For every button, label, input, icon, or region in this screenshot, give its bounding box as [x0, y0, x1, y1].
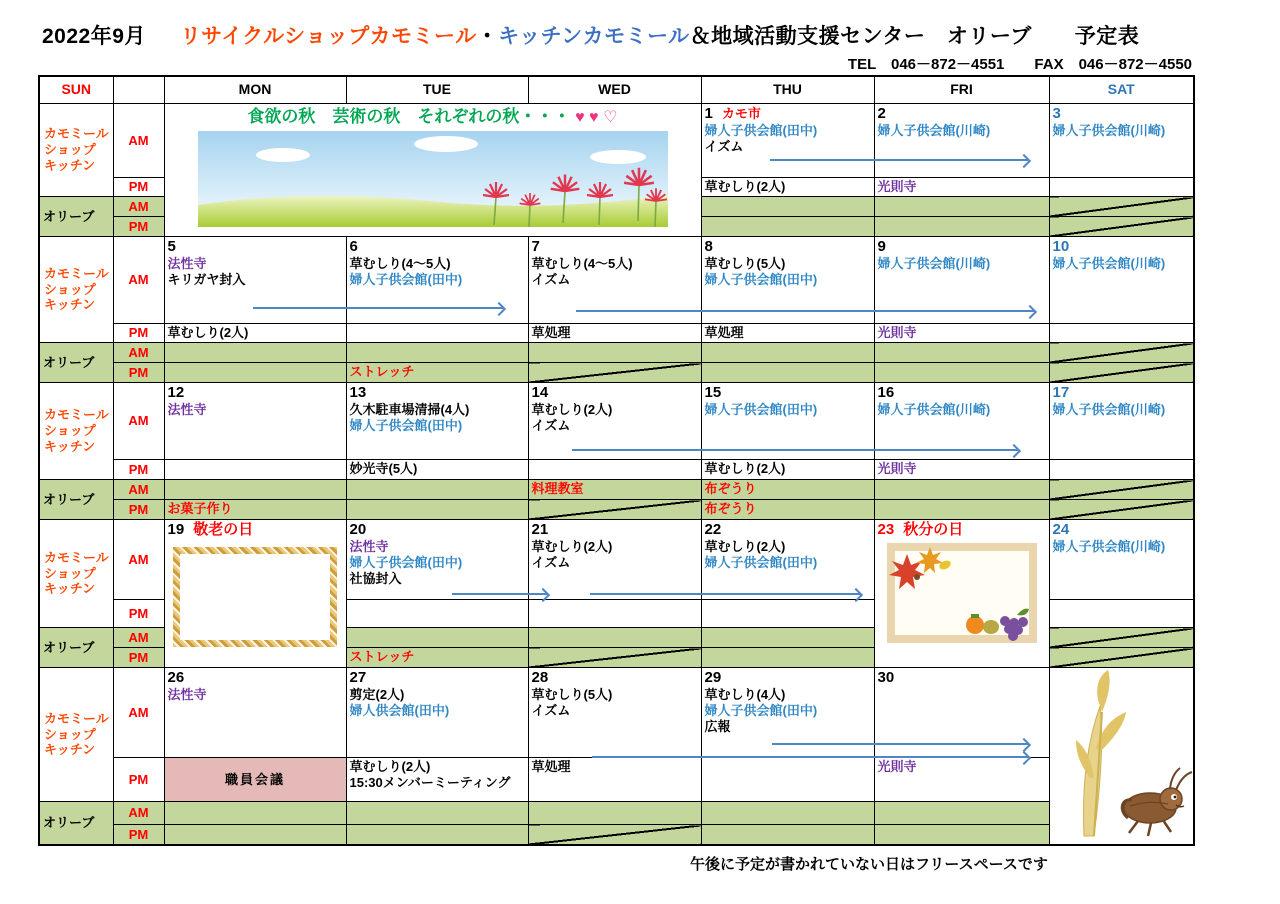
day-cell-16-am: 16 婦人子供会館(川崎)	[874, 383, 1049, 460]
holiday-name: 秋分の日	[903, 521, 964, 538]
event: 15:30メンバーミーティング	[349, 774, 511, 790]
event: 婦人子供会館(川崎)	[1052, 256, 1166, 272]
day-cell-17-pm	[1049, 460, 1194, 480]
weekday-header-row	[39, 76, 1194, 104]
event: 草むしり(4～5人)	[349, 256, 451, 272]
olive-cell	[874, 363, 1049, 383]
olive-cell	[164, 480, 346, 500]
day-cell-5-pm	[164, 324, 346, 343]
page-title: 2022年9月 リサイクルショップカモミール・キッチンカモミール＆地域活動支援センター オリーブ 予定表	[42, 25, 1140, 48]
event: 法性寺	[167, 687, 207, 703]
day-cell-8-pm	[701, 324, 874, 343]
olive-cell-closed	[1049, 217, 1194, 237]
title-month: 2022年9月	[42, 25, 146, 48]
olive-cell	[346, 480, 528, 500]
pm-label: PM	[113, 758, 164, 802]
chamomile-label: カモミール ショップ キッチン	[39, 383, 113, 480]
olive-cell	[701, 825, 874, 845]
event: 草むしり(2人)	[531, 402, 613, 418]
day-cell-26-am: 26 法性寺	[164, 668, 346, 758]
day-cell-28-pm	[528, 758, 701, 802]
heart-open-icon: ♡	[603, 109, 618, 126]
olive-cell	[528, 628, 701, 648]
event: 久木駐車場清掃(4人)	[349, 402, 470, 418]
event: 草むしり(2人)	[704, 461, 786, 476]
day-cell-2-pm	[874, 178, 1049, 197]
continuation-arrow	[253, 307, 503, 309]
olive-label: オリーブ	[39, 628, 113, 668]
olive-cell-closed	[528, 500, 701, 520]
day-cell-15-pm	[701, 460, 874, 480]
header-mon: MON	[164, 76, 346, 104]
chamomile-label: カモミール ショップ キッチン	[39, 668, 113, 802]
olive-event: お菓子作り	[167, 501, 233, 516]
olive-cell-closed	[1049, 648, 1194, 668]
am-label: AM	[113, 802, 164, 825]
day-cell-27-pm	[346, 758, 528, 802]
olive-cell	[346, 802, 528, 825]
event: 婦人子供会館(川崎)	[877, 256, 991, 272]
day-cell-9-am: 9 婦人子供会館(川崎)	[874, 237, 1049, 324]
pm-label: PM	[113, 363, 164, 383]
free-space-note: 午後に予定が書かれていない日はフリースペースです	[690, 856, 1048, 873]
olive-cell	[164, 363, 346, 383]
day-cell-26-pm-staff-meeting: 職員会議	[164, 758, 346, 802]
olive-cell-closed	[1049, 343, 1194, 363]
event: 草むしり(2人)	[704, 539, 786, 555]
schedule-calendar	[38, 75, 1195, 846]
event: 草むしり(4人)	[704, 687, 786, 703]
autumn-fruits-frame-illustration	[887, 543, 1037, 643]
am-label: AM	[113, 520, 164, 600]
event: 婦人子供会館(田中)	[349, 418, 463, 434]
olive-cell	[346, 500, 528, 520]
header-sun: SUN	[39, 76, 113, 104]
event: 草むしり(2人)	[349, 759, 431, 774]
continuation-arrow	[772, 743, 1028, 745]
olive-cell	[874, 197, 1049, 217]
event: 社協封入	[349, 571, 402, 587]
event: 婦人子供会館(田中)	[704, 703, 818, 719]
event: 草むしり(5人)	[704, 256, 786, 272]
event: イズム	[531, 418, 571, 434]
day-cell-14-pm	[528, 460, 701, 480]
event: イズム	[704, 139, 744, 155]
continuation-arrow	[592, 756, 1028, 758]
autumn-banner-text: 食欲の秋 芸術の秋 それぞれの秋・・・ ♥ ♥ ♡	[247, 107, 618, 126]
day-cell-21-pm	[528, 600, 701, 628]
day-number: 2	[877, 105, 886, 122]
autumn-field-illustration	[198, 131, 668, 227]
olive-cell	[346, 343, 528, 363]
olive-cell	[874, 802, 1049, 825]
day-cell-29-pm	[701, 758, 874, 802]
event: 草むしり(4～5人)	[531, 256, 633, 272]
day-cell-27-am: 27 剪定(2人) 婦人供会館(田中)	[346, 668, 528, 758]
pampas-grass-and-cricket-illustration	[1050, 668, 1193, 840]
olive-cell-closed	[528, 648, 701, 668]
continuation-arrow	[576, 310, 1034, 312]
pm-label: PM	[113, 600, 164, 628]
event: 婦人子供会館(田中)	[349, 555, 463, 571]
day-cell-5-am: 5 法性寺 キリガヤ封入	[164, 237, 346, 324]
olive-cell-closed	[528, 825, 701, 845]
olive-cell-closed	[528, 363, 701, 383]
pm-label: PM	[113, 648, 164, 668]
day-cell-22-pm	[701, 600, 874, 628]
olive-cell	[164, 802, 346, 825]
event: 光則寺	[877, 325, 917, 340]
title-rest: ＆地域活動支援センター オリーブ 予定表	[689, 25, 1140, 48]
olive-event: ストレッチ	[349, 364, 415, 379]
olive-cell	[701, 363, 874, 383]
pm-label: PM	[113, 324, 164, 343]
olive-cell	[701, 628, 874, 648]
event: キリガヤ封入	[167, 272, 246, 288]
day-cell-24-pm	[1049, 600, 1194, 628]
am-label: AM	[113, 668, 164, 758]
event: 草処理	[531, 759, 571, 774]
day-cell-29-am: 29 草むしり(4人) 婦人子供会館(田中) 広報	[701, 668, 874, 758]
day-number: 3	[1052, 105, 1061, 122]
day-cell-19-holiday: 19 敬老の日	[164, 520, 346, 668]
day-cell-6-pm	[346, 324, 528, 343]
event: 光則寺	[877, 461, 917, 476]
day-cell-1-am	[701, 104, 874, 178]
olive-label: オリーブ	[39, 480, 113, 520]
day-cell-24-am: 24 婦人子供会館(川崎)	[1049, 520, 1194, 600]
event: 婦人子供会館(田中)	[349, 272, 463, 288]
event: 婦人子供会館(田中)	[704, 272, 818, 288]
event: 光則寺	[877, 179, 917, 194]
week1-banner-cell	[164, 104, 701, 237]
day-cell-7-pm	[528, 324, 701, 343]
title-shop-name: リサイクルショップカモミール	[180, 25, 477, 48]
day-cell-20-pm	[346, 600, 528, 628]
am-label: AM	[113, 343, 164, 363]
title-kitchen-name: キッチンカモミール	[498, 25, 690, 48]
event: 剪定(2人)	[349, 687, 405, 703]
olive-cell	[164, 825, 346, 845]
pm-label: PM	[113, 217, 164, 237]
day-cell-21-am: 21 草むしり(2人) イズム	[528, 520, 701, 600]
day-cell-14-am: 14 草むしり(2人) イズム	[528, 383, 701, 460]
olive-cell	[164, 500, 346, 520]
event: 光則寺	[877, 759, 917, 774]
event: 草処理	[531, 325, 571, 340]
event: 妙光寺(5人)	[349, 461, 418, 476]
olive-event: ストレッチ	[349, 649, 415, 664]
day-cell-17-am: 17 婦人子供会館(川崎)	[1049, 383, 1194, 460]
day-cell-3-am	[1049, 104, 1194, 178]
event: イズム	[531, 703, 571, 719]
day-cell-16-pm	[874, 460, 1049, 480]
day-cell-7-am: 7 草むしり(4～5人) イズム	[528, 237, 701, 324]
day-number: 1	[704, 105, 713, 122]
olive-cell	[346, 628, 528, 648]
olive-cell	[528, 343, 701, 363]
continuation-arrow	[590, 593, 860, 595]
chamomile-label: カモミール ショップ キッチン	[39, 237, 113, 343]
event: イズム	[531, 272, 571, 288]
event: 草むしり(2人)	[531, 539, 613, 555]
olive-cell-closed	[1049, 628, 1194, 648]
day-cell-22-am: 22 草むしり(2人) 婦人子供会館(田中)	[701, 520, 874, 600]
header-ampm-spacer	[113, 76, 164, 104]
olive-cell	[874, 217, 1049, 237]
event: 婦人子供会館(川崎)	[877, 123, 991, 139]
header-fri: FRI	[874, 76, 1049, 104]
olive-cell	[701, 217, 874, 237]
event: 草むしり(2人)	[704, 179, 786, 194]
olive-label: オリーブ	[39, 197, 113, 237]
heart-filled-icon: ♥ ♥	[575, 109, 599, 126]
event: 婦人子供会館(川崎)	[1052, 402, 1166, 418]
holiday-name: 敬老の日	[193, 521, 254, 538]
olive-event: 布ぞうり	[704, 501, 757, 516]
olive-cell	[701, 500, 874, 520]
olive-cell	[701, 648, 874, 668]
olive-cell	[528, 480, 701, 500]
day-cell-6-am: 6 草むしり(4～5人) 婦人子供会館(田中)	[346, 237, 528, 324]
day-cell-12-pm	[164, 460, 346, 480]
olive-cell	[701, 343, 874, 363]
chamomile-label: カモミール ショップ キッチン	[39, 520, 113, 628]
day-cell-3-pm	[1049, 178, 1194, 197]
day-cell-1-pm	[701, 178, 874, 197]
olive-cell	[528, 802, 701, 825]
day-cell-8-am: 8 草むしり(5人) 婦人子供会館(田中)	[701, 237, 874, 324]
header-wed: WED	[528, 76, 701, 104]
event: 草むしり(2人)	[167, 325, 249, 340]
am-label: AM	[113, 628, 164, 648]
am-label: AM	[113, 480, 164, 500]
olive-label: オリーブ	[39, 802, 113, 845]
olive-cell	[346, 648, 528, 668]
event: 婦人子供会館(川崎)	[1052, 123, 1166, 139]
day-cell-13-pm	[346, 460, 528, 480]
pm-label: PM	[113, 460, 164, 480]
header-sat: SAT	[1049, 76, 1194, 104]
day-cell-30-am: 30	[874, 668, 1049, 758]
header-thu: THU	[701, 76, 874, 104]
olive-cell	[701, 802, 874, 825]
event: 婦人子供会館(田中)	[704, 123, 818, 139]
olive-cell	[874, 825, 1049, 845]
event: 草むしり(5人)	[531, 687, 613, 703]
header-tue: TUE	[346, 76, 528, 104]
olive-cell-closed	[1049, 197, 1194, 217]
day-cell-23-holiday: 23 秋分の日	[874, 520, 1049, 668]
am-label: AM	[113, 197, 164, 217]
event: 広報	[704, 719, 731, 735]
event: 草処理	[704, 325, 744, 340]
olive-cell	[701, 197, 874, 217]
week5-sat-illustration-cell	[1049, 668, 1194, 845]
olive-cell-closed	[1049, 500, 1194, 520]
day-cell-12-am: 12 法性寺	[164, 383, 346, 460]
olive-cell	[164, 343, 346, 363]
olive-cell	[874, 343, 1049, 363]
day-cell-28-am: 28 草むしり(5人) イズム	[528, 668, 701, 758]
event: 婦人子供会館(川崎)	[1052, 539, 1166, 555]
event-kamoichi: カモ市	[721, 106, 761, 121]
event: 婦人子供会館(川崎)	[877, 402, 991, 418]
olive-cell	[874, 500, 1049, 520]
day-cell-10-pm	[1049, 324, 1194, 343]
pm-label: PM	[113, 178, 164, 197]
olive-cell	[346, 825, 528, 845]
continuation-arrow	[452, 593, 547, 595]
event: イズム	[531, 555, 571, 571]
pm-label: PM	[113, 825, 164, 845]
day-cell-9-pm	[874, 324, 1049, 343]
pm-label: PM	[113, 500, 164, 520]
olive-cell-closed	[1049, 480, 1194, 500]
event: 法性寺	[349, 539, 389, 555]
day-cell-20-am: 20 法性寺 婦人子供会館(田中) 社協封入	[346, 520, 528, 600]
olive-cell	[874, 480, 1049, 500]
am-label: AM	[113, 237, 164, 324]
day-cell-13-am: 13 久木駐車場清掃(4人) 婦人子供会館(田中)	[346, 383, 528, 460]
event: 法性寺	[167, 256, 207, 272]
event: 法性寺	[167, 402, 207, 418]
event: 婦人子供会館(田中)	[704, 402, 818, 418]
event: 婦人子供会館(田中)	[704, 555, 818, 571]
day-cell-10-am: 10 婦人子供会館(川崎)	[1049, 237, 1194, 324]
chamomile-label: カモミール ショップ キッチン	[39, 104, 113, 197]
am-label: AM	[113, 383, 164, 460]
grain-border-frame	[173, 547, 337, 647]
day-cell-15-am: 15 婦人子供会館(田中)	[701, 383, 874, 460]
continuation-arrow	[770, 159, 1028, 161]
olive-event: 料理教室	[531, 481, 584, 496]
olive-cell-closed	[1049, 363, 1194, 383]
olive-event: 布ぞうり	[704, 481, 757, 496]
olive-cell	[346, 363, 528, 383]
event: 婦人供会館(田中)	[349, 703, 450, 719]
olive-cell	[701, 480, 874, 500]
am-label: AM	[113, 104, 164, 178]
olive-label: オリーブ	[39, 343, 113, 383]
continuation-arrow	[572, 449, 1018, 451]
tel-fax-line: TEL 046－872－4551 FAX 046－872－4550	[847, 56, 1192, 73]
